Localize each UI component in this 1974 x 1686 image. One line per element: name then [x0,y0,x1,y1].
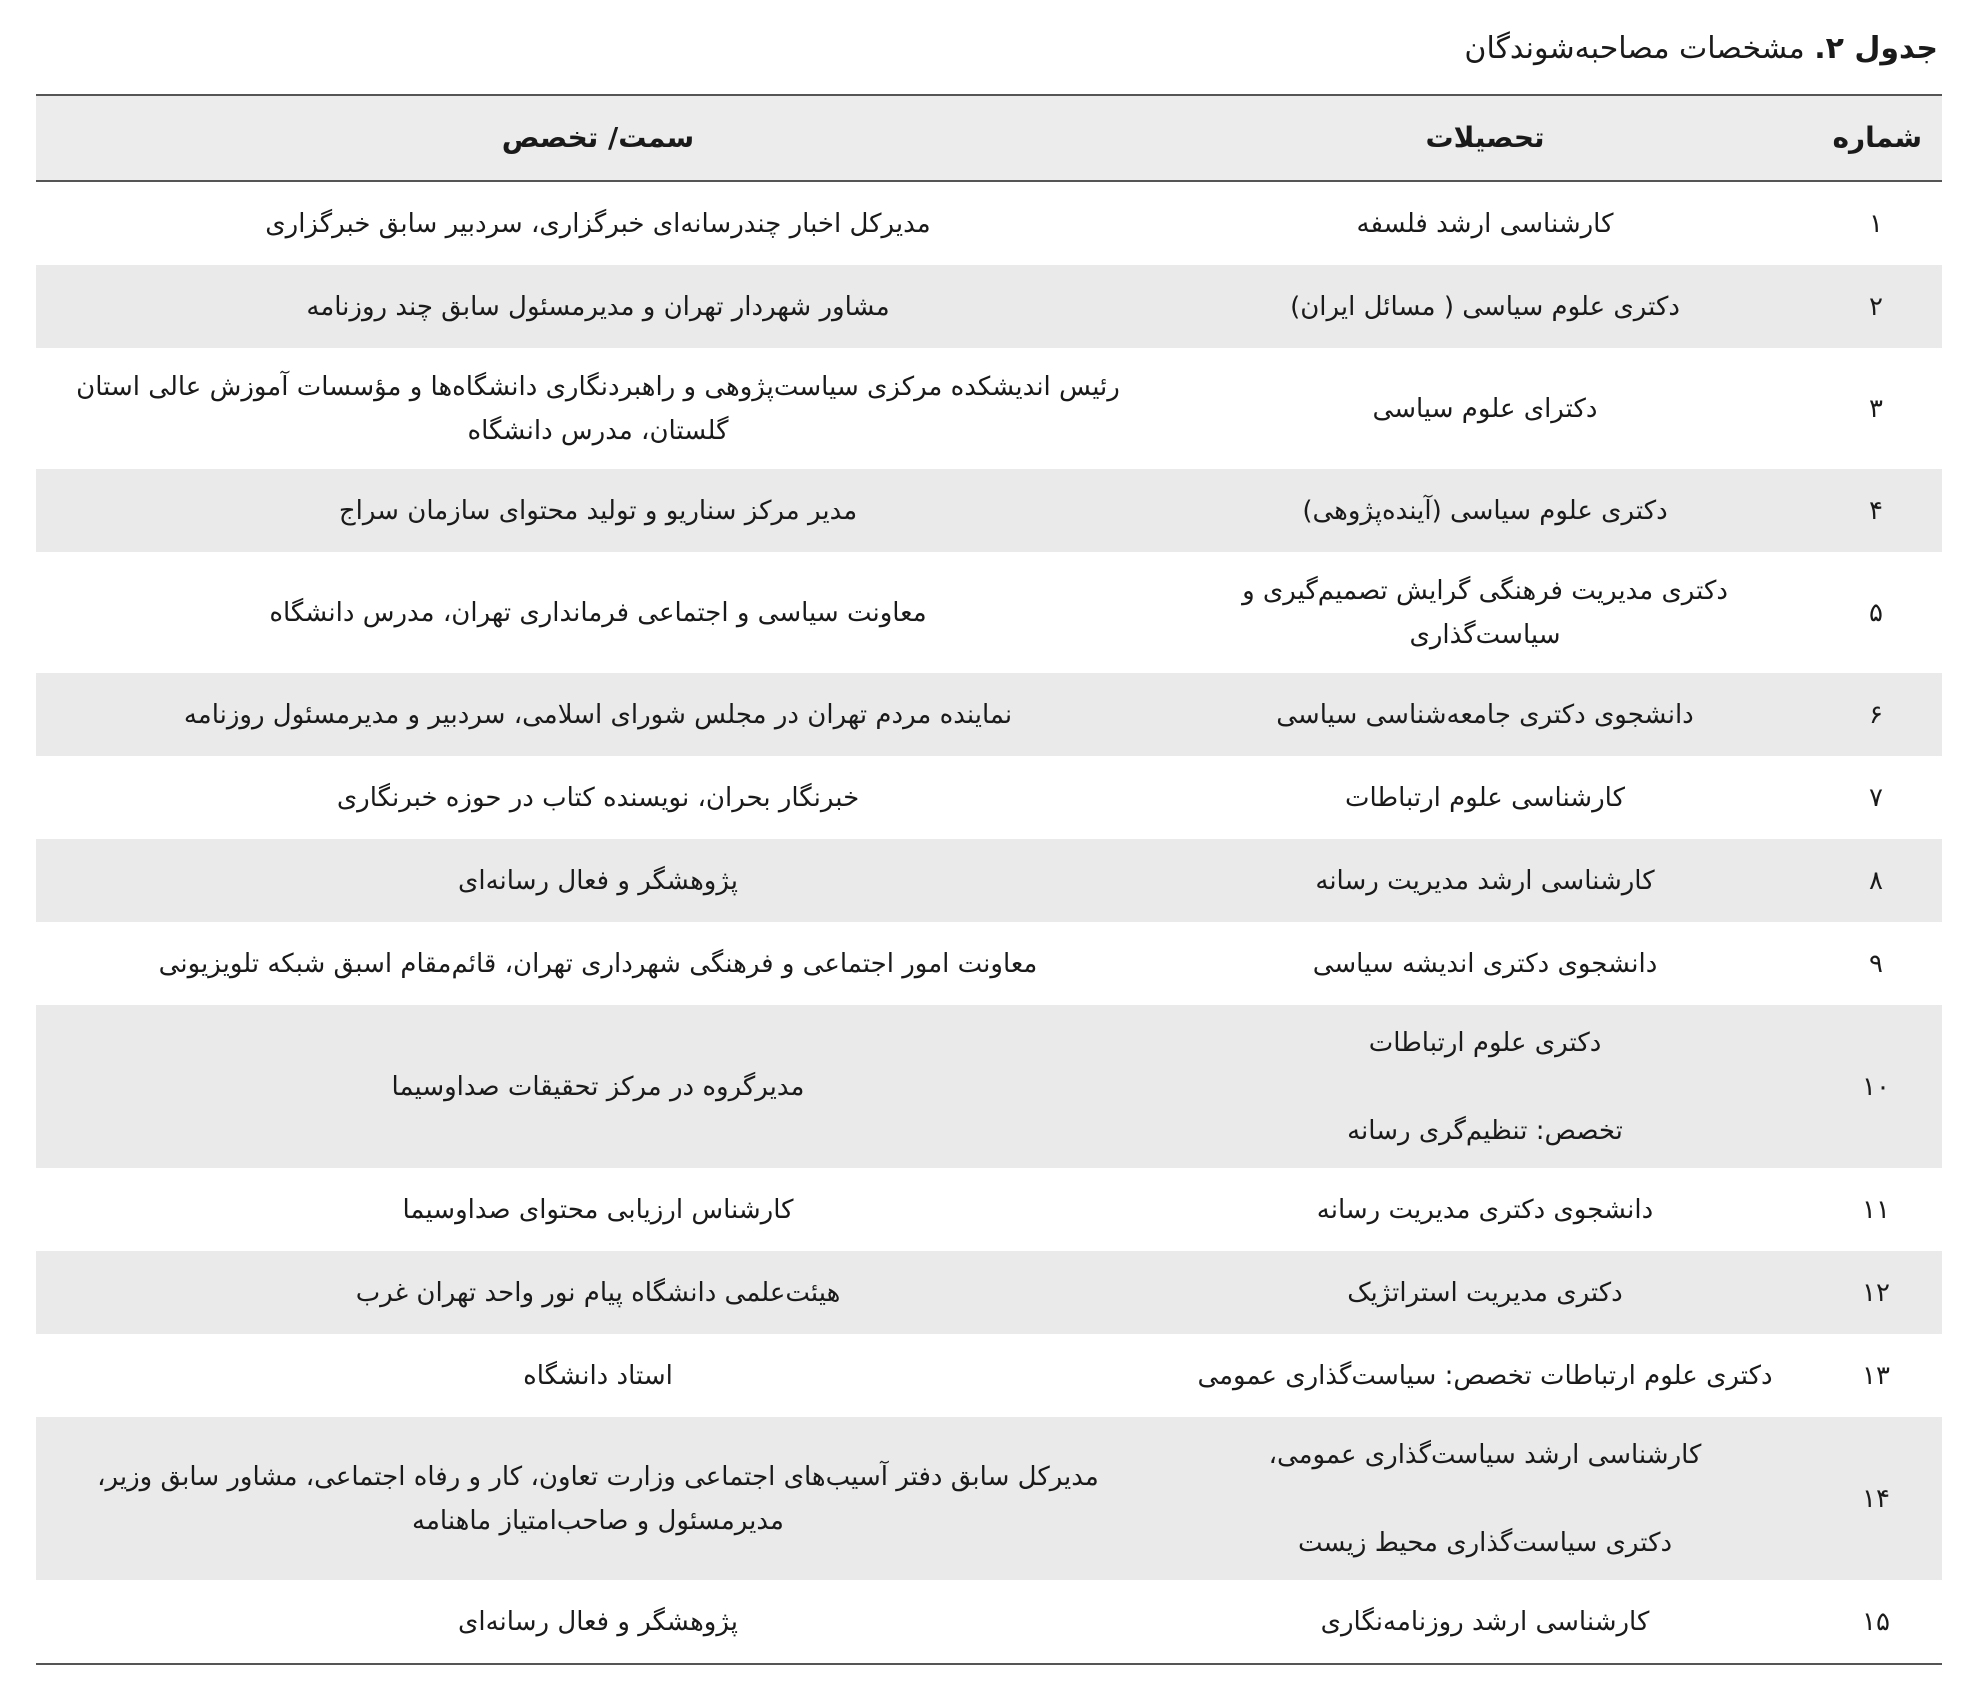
table-row [36,1251,1942,1334]
row-role: مشاور شهردار تهران و مدیرمسئول سابق چند روزنامه [306,291,890,322]
table-row [36,839,1942,922]
education-line: کارشناسی علوم ارتباطات [1345,782,1625,813]
row-education [1160,942,1810,986]
header-number: شماره [1832,121,1922,154]
table-row [36,1580,1942,1663]
row-role: نماینده مردم تهران در مجلس شورای اسلامی، سردبیر و مدیرمسئول روزنامه [183,699,1013,730]
table-caption-text: مشخصات مصاحبه‌شوندگان [1464,31,1805,66]
row-education [1160,569,1810,657]
table-row [36,673,1942,756]
table-row [36,756,1942,839]
education-line: دکتری علوم ارتباطات [1368,1027,1602,1058]
education-line: کارشناسی ارشد روزنامه‌نگاری [1320,1606,1650,1637]
education-line: دانشجوی دکتری اندیشه سیاسی [1312,948,1658,979]
row-number: ۱۲ [1862,1277,1890,1308]
education-line: کارشناسی ارشد مدیریت رسانه [1315,865,1655,896]
table-caption-label: جدول ۲. [1814,31,1938,66]
row-role: مدیرکل اخبار چندرسانه‌ای خبرگزاری، سردبیر سابق خبرگزاری [265,208,931,239]
table-row [36,469,1942,552]
row-role: پژوهشگر و فعال رسانه‌ای [458,865,738,896]
table-body [36,182,1942,1663]
education-line: دانشجوی دکتری جامعه‌شناسی سیاسی [1276,699,1694,730]
education-line: تخصص: تنظیم‌گری رسانه [1347,1115,1623,1146]
row-number: ۱۳ [1862,1360,1890,1391]
row-number: ۳ [1869,393,1883,424]
header-education: تحصیلات [1425,121,1545,154]
row-role: معاونت سیاسی و اجتماعی فرمانداری تهران، مدرس دانشگاه [269,597,927,628]
table-row [36,1334,1942,1417]
row-education [1160,776,1810,820]
row-number: ۱۰ [1862,1071,1890,1102]
table-row [36,1168,1942,1251]
row-number: ۱۱ [1862,1194,1890,1225]
row-education [1160,1021,1810,1153]
table-row [36,182,1942,265]
row-education [1160,859,1810,903]
row-role: رئیس اندیشکده مرکزی سیاست‌پژوهی و راهبردنگاری دانشگاه‌ها و مؤسسات آموزش عالی استان گلستان، مدرس دانشگاه [76,371,1120,446]
row-education [1160,489,1810,533]
table-header-row [36,96,1942,182]
row-number: ۱۵ [1862,1606,1890,1637]
row-role: پژوهشگر و فعال رسانه‌ای [458,1606,738,1637]
row-education [1160,1271,1810,1315]
education-line: کارشناسی ارشد سیاست‌گذاری عمومی، [1268,1439,1702,1470]
row-number: ۲ [1869,291,1883,322]
row-number: ۵ [1869,597,1883,628]
table-row [36,922,1942,1005]
table-row [36,348,1942,469]
education-line: دکتری علوم ارتباطات تخصص: سیاست‌گذاری عمومی [1197,1360,1773,1391]
education-line: دکتری سیاست‌گذاری محیط زیست [1297,1527,1673,1558]
education-line: دانشجوی دکتری مدیریت رسانه [1316,1194,1654,1225]
row-education [1160,1354,1810,1398]
row-number: ۴ [1869,495,1883,526]
row-education [1160,202,1810,246]
row-number: ۶ [1869,699,1883,730]
table-row [36,1417,1942,1580]
table-row [36,1005,1942,1168]
row-education [1160,693,1810,737]
row-role: معاونت امور اجتماعی و فرهنگی شهرداری تهران، قائم‌مقام اسبق شبکه تلویزیونی [158,948,1038,979]
row-education [1160,1188,1810,1232]
row-number: ۱۴ [1862,1483,1890,1514]
table-caption [1464,22,1938,76]
row-number: ۸ [1869,865,1883,896]
row-number: ۹ [1869,948,1883,979]
interviewees-table [36,94,1942,1665]
table-row [36,552,1942,673]
row-role: خبرنگار بحران، نویسنده کتاب در حوزه خبرنگاری [336,782,860,813]
education-line: دکتری علوم سیاسی ( مسائل ایران) [1290,291,1680,322]
row-role: کارشناس ارزیابی محتوای صداوسیما [402,1194,794,1225]
row-role: استاد دانشگاه [523,1360,673,1391]
education-line: دکتری علوم سیاسی (آینده‌پژوهی) [1302,495,1668,526]
row-role: مدیرگروه در مرکز تحقیقات صداوسیما [391,1071,805,1102]
education-line: دکترای علوم سیاسی [1372,393,1598,424]
row-education [1160,285,1810,329]
education-line: دکتری مدیریت فرهنگی گرایش تصمیم‌گیری و سیاست‌گذاری [1242,575,1728,650]
education-line: دکتری مدیریت استراتژیک [1347,1277,1623,1308]
row-role: هیئت‌علمی دانشگاه پیام نور واحد تهران غرب [355,1277,841,1308]
table-row [36,265,1942,348]
header-role: سمت/ تخصص [501,121,695,154]
row-education [1160,387,1810,431]
education-line: کارشناسی ارشد فلسفه [1356,208,1614,239]
row-education [1160,1433,1810,1565]
row-education [1160,1600,1810,1644]
row-number: ۱ [1869,208,1883,239]
row-number: ۷ [1869,782,1883,813]
row-role: مدیر مرکز سناریو و تولید محتوای سازمان سراج [338,495,858,526]
row-role: مدیرکل سابق دفتر آسیب‌های اجتماعی وزارت تعاون، کار و رفاه اجتماعی، مشاور سابق وزیر، مدیرمسئول و صاحب‌امتیاز ماهنامه [97,1461,1099,1536]
